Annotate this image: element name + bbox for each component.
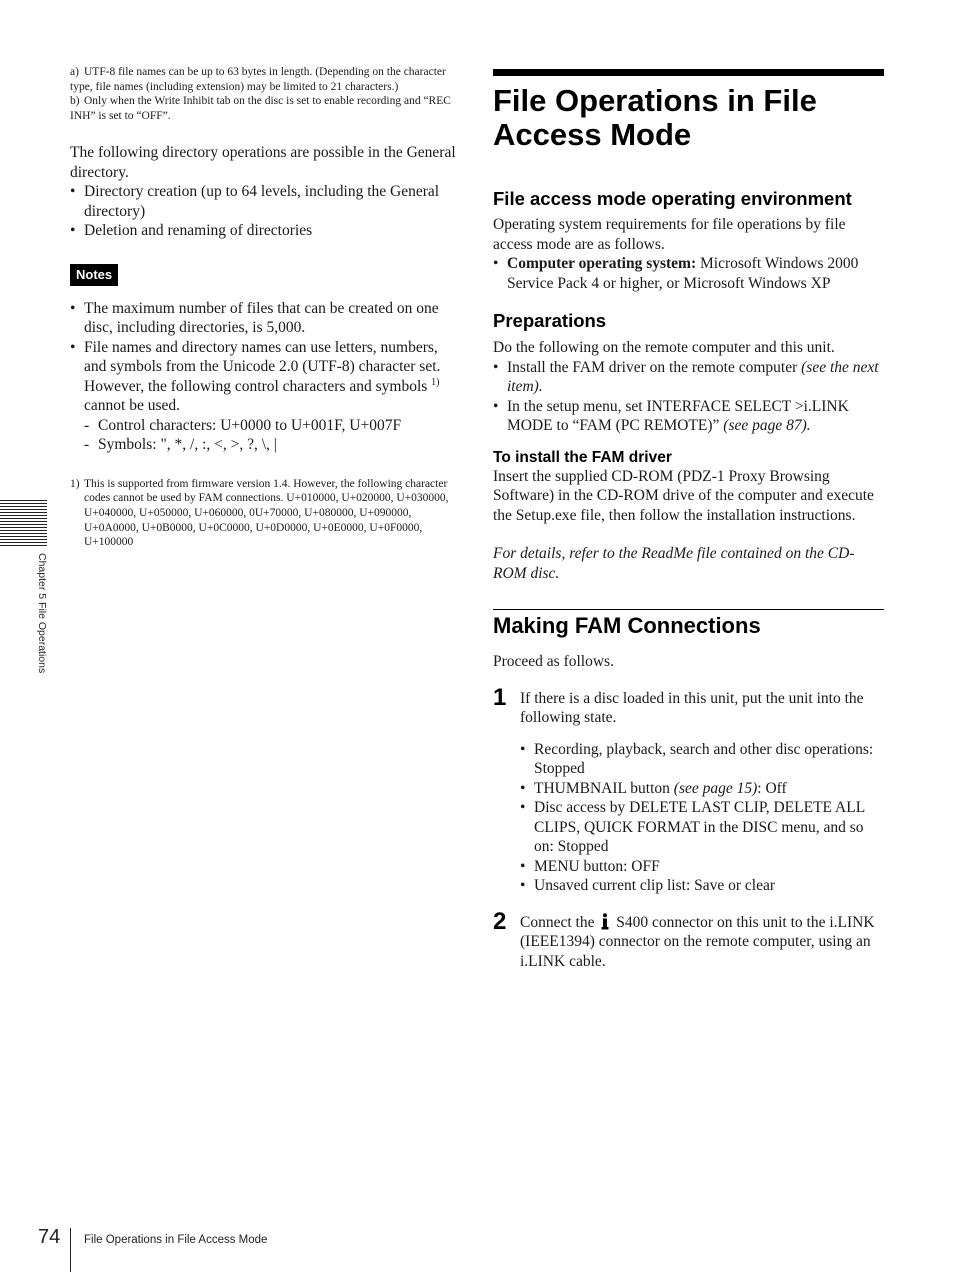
footer-label: File Operations in File Access Mode: [84, 1234, 268, 1246]
list-item: • In the setup menu, set INTERFACE SELECT >i.LINK MODE to “FAM (PC REMOTE)” (see page 87).: [493, 397, 885, 436]
fam-heading: Making FAM Connections: [493, 613, 761, 638]
install-section: [493, 448, 885, 584]
page-number: 74: [38, 1226, 61, 1248]
notes-badge: Notes: [70, 264, 118, 286]
chapter-tab-lines: [0, 500, 47, 547]
fam-section: [493, 613, 885, 971]
step-1: [493, 683, 885, 896]
list-item: - Control characters: U+0000 to U+001F, U+007F: [84, 416, 462, 436]
step-text: If there is a disc loaded in this unit, put the unit into the following state.: [520, 689, 864, 726]
left-column: [70, 65, 462, 550]
footnote-a: a) UTF-8 file names can be up to 63 bytes in length. (Depending on the character type, file names (including extension) may be limited to 21 characters.): [70, 66, 446, 93]
env-section: [493, 188, 885, 293]
chapter-label: Chapter 5 File Operations: [36, 553, 48, 674]
footnote-ref: 1): [431, 376, 440, 388]
footnote-b: b) Only when the Write Inhibit tab on the disc is set to enable recording and “REC INH” is set to “OFF”.: [70, 95, 451, 122]
list-item: • Directory creation (up to 64 levels, including the General directory): [70, 182, 462, 221]
install-text: Insert the supplied CD-ROM (PDZ-1 Proxy Browsing Software) in the CD-ROM drive of the computer and execute the Setup.exe file, then follow the installation instructions.: [493, 467, 874, 524]
list-item: • MENU button: OFF: [520, 857, 885, 877]
notes-section: [70, 264, 462, 455]
fam-intro: Proceed as follows.: [493, 653, 614, 670]
step-2: [493, 907, 885, 972]
step-text: Connect the S400 connector on this unit to the i.LINK (IEEE1394) connector on the remote computer, using an i.LINK cable.: [520, 913, 875, 970]
title-bar: [493, 69, 884, 76]
env-list: [493, 254, 885, 293]
step-number: 2: [493, 907, 507, 935]
install-details: For details, refer to the ReadMe file contained on the CD-ROM disc.: [493, 545, 855, 582]
right-column: [493, 69, 885, 971]
section-rule: [493, 609, 884, 610]
directory-ops-intro: The following directory operations are possible in the General directory.: [70, 144, 456, 181]
directory-ops-list: [70, 182, 462, 241]
list-item: • Recording, playback, search and other disc operations: Stopped: [520, 740, 885, 779]
directory-ops-section: [70, 143, 462, 241]
list-item: • Disc access by DELETE LAST CLIP, DELETE ALL CLIPS, QUICK FORMAT in the DISC menu, and so on: Stopped: [520, 798, 885, 857]
notes-list: [70, 299, 462, 455]
prep-heading: Preparations: [493, 310, 607, 331]
list-item: • Install the FAM driver on the remote computer (see the next item).: [493, 358, 885, 397]
step-number: 1: [493, 683, 507, 711]
footnote-1: 1) This is supported from firmware version 1.4. However, the following character codes cannot be used by FAM connections. U+010000, U+020000, U+030000, U+040000, U+050000, U+060000, 0U+70000, U+080000, U+090000, U+0A0000, U+0B0000, U+0C0000, U+0D0000, U+0E0000, U+0F0000, U+100000: [70, 477, 449, 549]
forbidden-chars-list: [84, 416, 462, 455]
list-item: - Symbols: ", *, /, :, <, >, ?, \, |: [84, 435, 462, 455]
ilink-icon: [600, 913, 610, 930]
prep-list: [493, 358, 885, 436]
list-item: • Computer operating system: Microsoft Windows 2000 Service Pack 4 or higher, or Microsoft Windows XP: [493, 254, 885, 293]
note-item: • The maximum number of files that can be created on one disc, including directories, is 5,000.: [70, 299, 462, 338]
env-heading: File access mode operating environment: [493, 188, 852, 209]
step-1-list: [520, 740, 885, 896]
list-item: • THUMBNAIL button (see page 15): Off: [520, 779, 885, 799]
note-item: • File names and directory names can use letters, numbers, and symbols from the Unicode 2.0 (UTF-8) character set. However, the following control characters and symbols $^{1)}$ cannot be used. - Control characters: U+0000 to U+001F, U+007F - Symbols: ", *, /, :, <, >, ?, \, |: [70, 338, 462, 455]
list-item: • Deletion and renaming of directories: [70, 221, 462, 241]
page-title: File Operations in File Access Mode: [493, 83, 817, 152]
env-text: Operating system requirements for file operations by file access mode are as follows.: [493, 216, 846, 253]
install-heading: To install the FAM driver: [493, 448, 672, 466]
list-item: • Unsaved current clip list: Save or clear: [520, 876, 885, 896]
prep-text: Do the following on the remote computer and this unit.: [493, 339, 835, 356]
prep-section: [493, 310, 885, 436]
footer-rule: [70, 1228, 71, 1272]
